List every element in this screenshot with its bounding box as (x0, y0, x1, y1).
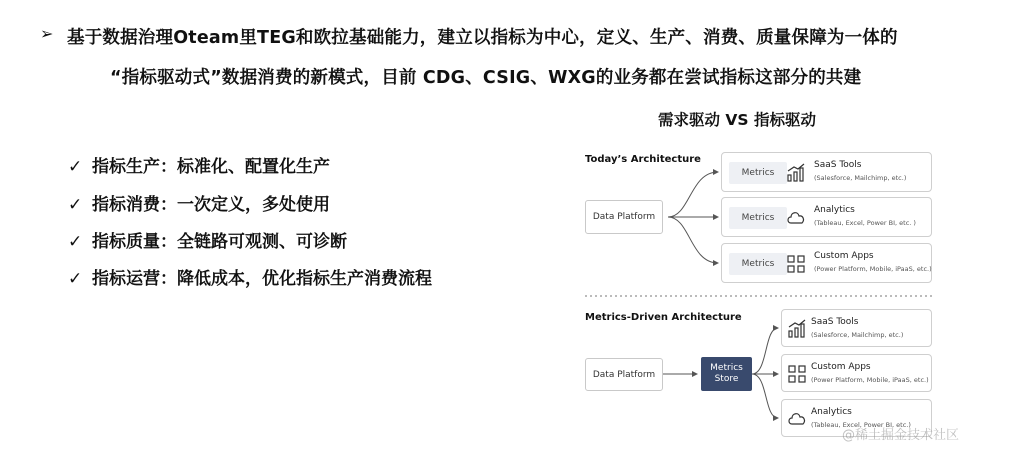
metrics-pill: Metrics (729, 207, 787, 229)
checklist-item-text: 指标质量：全链路可观测、可诊断 (92, 232, 347, 252)
check-icon: ✓ (68, 232, 83, 252)
driven-tool-card (781, 354, 932, 392)
intro-line-2: “指标驱动式”数据消费的新模式，目前 CDG、CSIG、WXG的业务都在尝试指标这部分的共建 (110, 68, 862, 88)
today-tool-card (721, 197, 932, 237)
data-platform-node: Data Platform (585, 200, 663, 234)
tool-name: Custom Apps (814, 251, 874, 261)
data-platform-node: Data Platform (585, 358, 663, 391)
checklist-item-text: 指标消费：一次定义，多处使用 (92, 195, 330, 215)
metrics-driven-architecture-title: Metrics-Driven Architecture (585, 312, 742, 323)
driven-tool-card (781, 309, 932, 347)
today-tool-card (721, 243, 932, 283)
metrics-store-node (701, 357, 752, 391)
checklist-item-text: 指标生产：标准化、配置化生产 (92, 157, 330, 177)
tool-name: SaaS Tools (811, 317, 859, 327)
connector-today-3 (668, 217, 718, 263)
metrics-store-label (710, 363, 743, 386)
connector-today-1 (668, 172, 718, 217)
metrics-pill: Metrics (729, 253, 787, 275)
grid-icon (786, 254, 806, 274)
metrics-store-line-1: Metrics (710, 362, 743, 373)
connector-driven-3 (752, 374, 778, 418)
checklist-item (68, 227, 347, 251)
today-tool-card (721, 152, 932, 192)
grid-icon (787, 364, 807, 384)
bar-chart-icon (786, 163, 806, 183)
metrics-store-line-2: Store (714, 374, 739, 384)
checklist-item (68, 264, 432, 288)
cloud-icon (786, 208, 806, 228)
tool-subtitle: (Salesforce, Mailchimp, etc.) (811, 331, 904, 339)
checklist-item (68, 152, 330, 176)
tool-name: SaaS Tools (814, 160, 862, 170)
today-architecture-title: Today’s Architecture (585, 154, 701, 165)
connector-driven-1 (752, 328, 778, 374)
check-icon: ✓ (68, 157, 83, 177)
bar-chart-icon (787, 319, 807, 339)
check-icon: ✓ (68, 269, 83, 289)
metrics-pill: Metrics (729, 162, 787, 184)
tool-subtitle: (Salesforce, Mailchimp, etc.) (814, 174, 907, 182)
tool-name: Analytics (814, 205, 855, 215)
tool-subtitle: (Tableau, Excel, Power BI, etc.) (811, 421, 911, 429)
tool-subtitle: (Power Platform, Mobile, iPaaS, etc.) (814, 265, 932, 273)
watermark: @稀土掘金技术社区 (842, 428, 960, 443)
tool-name: Analytics (811, 407, 852, 417)
tool-subtitle: (Power Platform, Mobile, iPaaS, etc.) (811, 376, 929, 384)
checklist-item-text: 指标运营：降低成本，优化指标生产消费流程 (92, 269, 432, 289)
cloud-icon (787, 409, 807, 429)
tool-subtitle: (Tableau, Excel, Power BI, etc. ) (814, 219, 916, 227)
checklist-item (68, 190, 330, 214)
intro-line-1: 基于数据治理Oteam里TEG和欧拉基础能力，建立以指标为中心，定义、生产、消费、质量保障为一体的 (67, 28, 898, 48)
diagram-title: 需求驱动 VS 指标驱动 (658, 111, 816, 129)
tool-name: Custom Apps (811, 362, 871, 372)
check-icon: ✓ (68, 195, 83, 215)
arrow-bullet-icon: ➢ (40, 24, 54, 43)
